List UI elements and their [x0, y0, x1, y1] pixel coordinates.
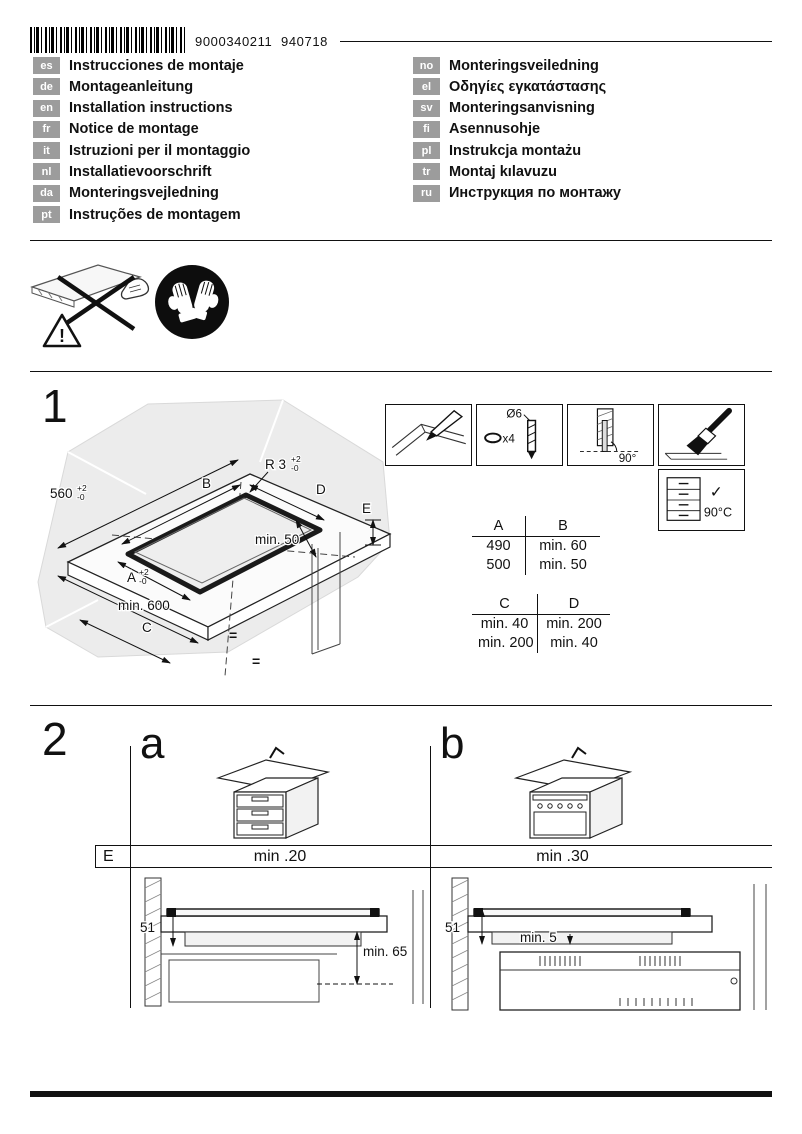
scribe-marking-icon: [386, 405, 471, 465]
language-title: Notice de montage: [69, 121, 199, 138]
dim-560-label: 560: [50, 486, 73, 501]
dim-d-label: D: [316, 482, 326, 497]
language-code-badge: de: [33, 78, 60, 95]
warning-exclamation: !: [59, 326, 65, 346]
dim-a-tol-minus: -0: [139, 576, 147, 586]
language-title: Asennusohje: [449, 121, 541, 138]
dimension-table-ab: [472, 516, 600, 575]
cabinet-temp-icon: [659, 470, 744, 530]
language-code-badge: nl: [33, 163, 60, 180]
cross-section-a: [135, 876, 425, 1011]
divider-2: [30, 371, 772, 372]
equal-spacing-mark: =: [252, 653, 261, 669]
language-title: Instrucciones de montaje: [69, 57, 244, 74]
drawer-front: [169, 960, 319, 1002]
drill-hole-icon: [485, 434, 500, 443]
language-code-badge: ru: [413, 185, 440, 202]
print-code: 940718: [281, 34, 328, 49]
language-code-badge: fi: [413, 121, 440, 138]
worktop-section: [161, 916, 387, 932]
language-title: Installatievoorschrift: [69, 163, 212, 180]
table-ab-cell: 490: [472, 537, 526, 556]
dim-min600-label: min. 600: [118, 598, 170, 613]
language-row: [413, 100, 621, 117]
clearance-b-value: min .30: [536, 848, 589, 865]
language-title: Οδηγίες εγκατάστασης: [449, 78, 607, 95]
cross-section-b: [440, 876, 772, 1016]
table-cd-cell: min. 200: [472, 634, 538, 653]
max-temp-label: 90°C: [703, 505, 733, 520]
e-row-top-line: [95, 845, 772, 846]
language-title: Instrukcja montażu: [449, 142, 582, 159]
step-panel-drill: [476, 404, 563, 466]
language-title: Istruzioni per il montaggio: [69, 142, 251, 159]
language-row: [413, 121, 621, 138]
hob-body: [492, 932, 672, 944]
hob-body: [185, 932, 361, 946]
variant-a-label: a: [140, 719, 165, 768]
brush-handle-icon: [710, 411, 729, 430]
drawer-cabinet-drawing: [200, 744, 345, 844]
equal-spacing-mark: =: [229, 627, 238, 643]
cut-angle-label: 90°: [618, 452, 637, 465]
language-code-badge: es: [33, 57, 60, 74]
language-row: [33, 121, 250, 138]
step-panel-cut: [567, 404, 654, 466]
table-ab-header-b: B: [526, 516, 600, 537]
dim-c-label: C: [142, 620, 152, 635]
table-cd-cell: min. 40: [550, 635, 598, 651]
dim-b-label: B: [202, 476, 212, 491]
oven-gap-b-label: min. 5: [520, 930, 557, 945]
e-row-left-line: [95, 845, 96, 867]
barcode-number: 9000340211: [195, 34, 273, 49]
hob-top-plate: [167, 909, 379, 916]
variant-b-label: b: [440, 719, 465, 768]
dim-radius-tol-plus: +2: [291, 454, 301, 464]
step-panel-mark: [385, 404, 472, 466]
dim-e-label: E: [362, 501, 372, 516]
protective-gloves-icon: [152, 262, 232, 342]
language-title: Monteringsveiledning: [449, 57, 599, 74]
language-title: Инструкция по монтажу: [449, 185, 621, 202]
language-row: [33, 57, 250, 74]
dim-560-tol-minus: -0: [77, 492, 85, 502]
language-code-badge: da: [33, 185, 60, 202]
language-code-badge: pl: [413, 142, 440, 159]
language-code-badge: tr: [413, 163, 440, 180]
oven-handle: [533, 795, 587, 800]
dim-radius-tol-minus: -0: [291, 463, 299, 473]
header-rule: [340, 41, 772, 42]
language-title: Installation instructions: [69, 100, 233, 117]
dimension-table-cd: [472, 594, 610, 653]
language-code-badge: sv: [413, 100, 440, 117]
language-row: [413, 142, 621, 159]
jigsaw-cut-icon: [568, 405, 653, 465]
table-cd-header-d: D: [538, 594, 610, 615]
dim-560-tol-plus: +2: [77, 483, 87, 493]
language-list-left: [33, 57, 250, 227]
language-title: Monteringsvejledning: [69, 185, 219, 202]
table-ab-cell: min. 60: [539, 538, 587, 554]
drill-diameter-label: Ø6: [506, 407, 522, 421]
hob-height-a-label: 51: [140, 920, 156, 935]
language-row: [413, 78, 621, 95]
step-2-number: 2: [42, 713, 68, 765]
hook-icon: [572, 748, 586, 758]
oven-cabinet-drawing: [500, 744, 650, 844]
language-title: Montageanleitung: [69, 78, 194, 95]
step-panel-seal: [658, 404, 745, 466]
dim-radius-label: R 3: [265, 457, 287, 472]
e-row-label: E: [103, 848, 114, 865]
wall-section: [145, 878, 161, 1006]
language-title: Montaj kılavuzu: [449, 163, 557, 180]
language-code-badge: el: [413, 78, 440, 95]
table-cd-cell: min. 200: [546, 616, 602, 632]
table-ab-cell: 500: [472, 556, 526, 575]
hob-height-b-label: 51: [445, 920, 461, 935]
column-divider-a: [130, 746, 131, 1008]
language-row: [33, 185, 250, 202]
language-row: [413, 185, 621, 202]
language-row: [33, 206, 250, 223]
hob-top-plate: [474, 909, 690, 916]
check-icon: ✓: [709, 483, 723, 502]
dim-a-tol-plus: +2: [139, 567, 149, 577]
language-row: [33, 78, 250, 95]
language-title: Monteringsanvisning: [449, 100, 595, 117]
e-row-bottom-line: [95, 867, 772, 868]
step-1-number: 1: [42, 380, 68, 432]
language-row: [33, 163, 250, 180]
language-list-right: [413, 57, 621, 206]
worktop-cutout-drawing: [28, 392, 400, 692]
language-code-badge: en: [33, 100, 60, 117]
language-row: [413, 163, 621, 180]
table-cd-cell: min. 40: [472, 615, 538, 634]
barcode-icon: [30, 27, 186, 53]
pencil-icon: [431, 411, 462, 436]
table-ab-cell: min. 50: [539, 557, 587, 573]
language-title: Instruções de montagem: [69, 206, 241, 223]
worktop-section: [468, 916, 712, 932]
column-divider-b: [430, 746, 431, 1008]
sealant-brush-icon: [659, 405, 744, 465]
footer-rule: [30, 1091, 772, 1097]
divider-3: [30, 705, 772, 706]
clearance-a-value: min .20: [253, 848, 307, 865]
language-row: [33, 100, 250, 117]
language-code-badge: it: [33, 142, 60, 159]
hook-icon: [270, 748, 284, 758]
language-row: [413, 57, 621, 74]
dim-min50-label: min. 50: [255, 532, 300, 547]
divider-1: [30, 240, 772, 241]
dim-a-label: A: [127, 570, 137, 585]
step-panel-temperature: [658, 469, 745, 531]
below-clearance-a-label: min. 65: [363, 944, 408, 959]
drill-icon: [477, 405, 562, 465]
language-row: [33, 142, 250, 159]
language-code-badge: fr: [33, 121, 60, 138]
language-code-badge: pt: [33, 206, 60, 223]
table-cd-header-c: C: [472, 594, 538, 615]
language-code-badge: no: [413, 57, 440, 74]
table-ab-header-a: A: [472, 516, 526, 537]
drill-count-label: x4: [502, 432, 515, 446]
